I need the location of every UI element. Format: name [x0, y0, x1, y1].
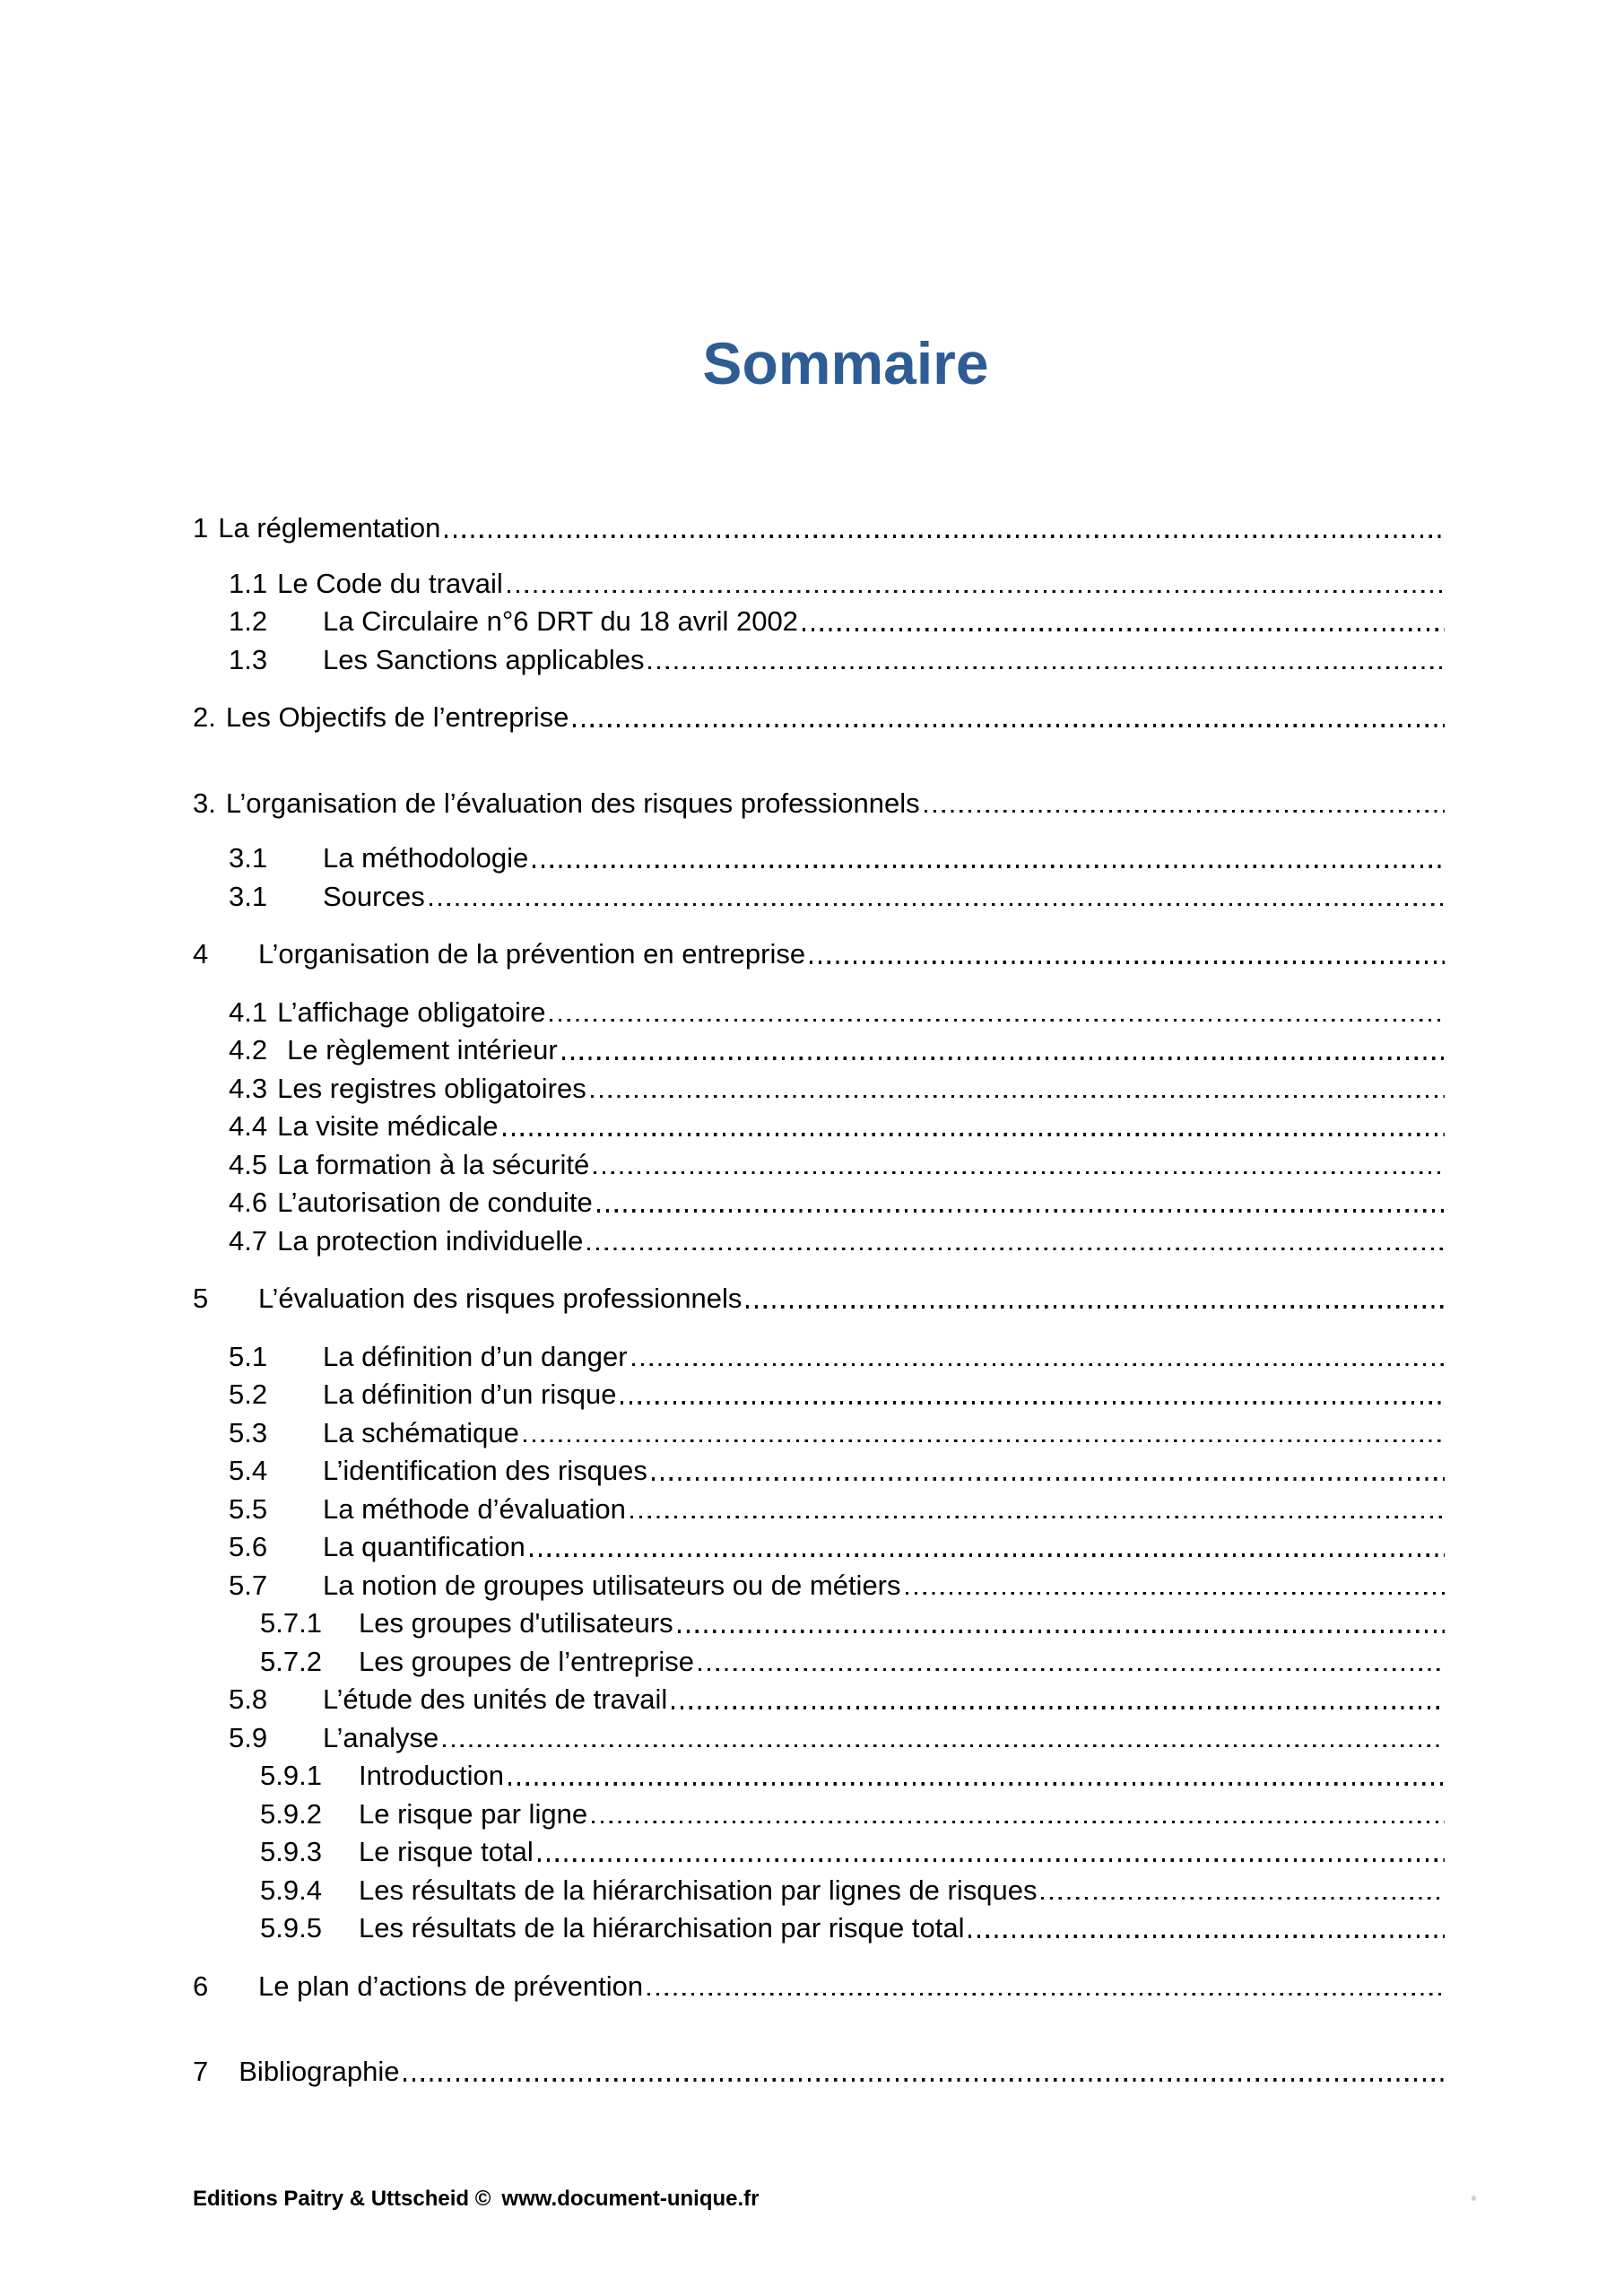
toc-entry-number: 3.1: [229, 842, 268, 874]
dot-leader: [672, 1706, 1445, 1709]
toc-entry-title: La quantification: [323, 1531, 525, 1562]
dot-leader: [906, 1592, 1445, 1595]
dot-leader: [508, 1782, 1445, 1785]
dot-leader: [803, 628, 1445, 631]
dot-leader: [699, 1668, 1445, 1671]
toc-entry-number: 5.7: [229, 1569, 268, 1601]
toc-entry-number: 5.9: [229, 1721, 268, 1753]
dot-leader: [404, 2078, 1445, 2081]
toc-entry-title: La définition d’un danger: [323, 1340, 628, 1372]
dot-leader: [647, 1993, 1445, 1996]
toc-entry-number: 4.1: [229, 996, 268, 1028]
dot-leader: [652, 1477, 1445, 1480]
toc-entry-title: L’autorisation de conduite: [277, 1187, 593, 1218]
toc-entry-number: 1.3: [229, 643, 268, 675]
toc-entry-title: La schématique: [323, 1416, 519, 1448]
scan-artifact-dot: [1472, 2196, 1476, 2201]
page-footer: [193, 2187, 760, 2213]
dot-leader: [678, 1630, 1445, 1632]
toc-entry: [229, 839, 1445, 878]
toc-entry: [260, 1909, 1445, 1948]
toc-entry-number: 1.2: [229, 605, 268, 637]
toc-entry: [229, 641, 1445, 680]
dot-leader: [810, 961, 1445, 963]
toc-entry: [193, 1968, 1445, 2006]
dot-leader: [503, 1133, 1445, 1135]
toc-entry-title: Introduction: [359, 1760, 504, 1791]
dot-leader: [524, 1439, 1445, 1442]
toc-entry-number: 4.5: [229, 1148, 268, 1180]
toc-entry-number: 5.5: [229, 1492, 268, 1525]
toc-entry-title: Les groupes d'utilisateurs: [359, 1607, 673, 1639]
dot-leader: [1041, 1897, 1445, 1900]
toc-entry: [229, 565, 1445, 604]
dot-leader: [430, 903, 1445, 906]
toc-entry: [229, 1452, 1445, 1491]
toc-entry-number: 4.3: [229, 1072, 268, 1104]
dot-leader: [632, 1363, 1445, 1366]
dot-leader: [533, 865, 1445, 867]
toc-entry: [260, 1796, 1445, 1834]
toc-entry-number: 5.9.4: [260, 1874, 322, 1906]
dot-leader: [648, 666, 1445, 669]
toc-entry-title: Les résultats de la hiérarchisation par lignes de risques: [359, 1874, 1038, 1906]
toc-entry-title: Les résultats de la hiérarchisation par risque total: [359, 1912, 965, 1944]
toc-entry-title: Le risque total: [359, 1836, 534, 1867]
toc-entry: [229, 1070, 1445, 1109]
dot-leader: [573, 724, 1445, 726]
toc-entry-number: 5.9.2: [260, 1797, 322, 1830]
toc-entry-title: Bibliographie: [239, 2056, 400, 2087]
toc-entry-title: L’évaluation des risques professionnels: [258, 1283, 743, 1314]
toc-entry: [229, 1108, 1445, 1146]
toc-entry-number: 4.7: [229, 1224, 268, 1257]
toc-entry-number: 5.8: [229, 1683, 268, 1715]
toc-entry: [229, 994, 1445, 1032]
toc-entry: [260, 1605, 1445, 1643]
toc-entry: [229, 878, 1445, 917]
toc-entry-number: 4.4: [229, 1110, 268, 1142]
toc-entry-title: La formation à la sécurité: [277, 1148, 590, 1180]
toc-entry: [193, 785, 1445, 823]
toc-entry-title: La protection individuelle: [277, 1224, 584, 1257]
toc-entry: [193, 509, 1445, 548]
toc-entry-number: 4.6: [229, 1187, 268, 1218]
dot-leader: [538, 1858, 1445, 1861]
dot-leader: [445, 535, 1445, 537]
dot-leader: [443, 1744, 1445, 1747]
page-title: Sommaire: [702, 330, 989, 397]
toc-entry-title: L’étude des unités de travail: [323, 1683, 668, 1715]
toc-entry-number: 5.4: [229, 1455, 268, 1486]
toc-entry: [229, 1031, 1445, 1070]
dot-leader: [508, 590, 1445, 593]
toc-entry: [260, 1872, 1445, 1910]
toc-entry-title: La méthode d’évaluation: [323, 1492, 626, 1525]
toc-entry-number: 1.1: [229, 567, 268, 599]
dot-leader: [587, 1248, 1445, 1250]
toc-entry: [229, 1414, 1445, 1453]
dot-leader: [530, 1553, 1445, 1556]
toc-entry-title: La Circulaire n°6 DRT du 18 avril 2002: [323, 605, 798, 637]
dot-leader: [968, 1935, 1445, 1937]
toc-entry-title: Le Code du travail: [277, 567, 503, 599]
dot-leader: [562, 1057, 1445, 1059]
toc-entry-number: 5.6: [229, 1531, 268, 1562]
footer-publisher: Editions Paitry & Uttscheid ©: [193, 2187, 491, 2211]
toc-entry-title: La réglementation: [218, 512, 441, 544]
toc-entry-title: L’organisation de l’évaluation des risques professionnels: [225, 787, 920, 819]
toc-entry-title: L’identification des risques: [323, 1455, 647, 1486]
toc-entry: [229, 1338, 1445, 1377]
toc-entry: [229, 1222, 1445, 1261]
toc-entry-number: 3.: [193, 787, 216, 819]
toc-entry: [229, 1184, 1445, 1222]
toc-entry-number: 5.9.3: [260, 1836, 322, 1867]
toc-entry-title: La visite médicale: [277, 1110, 499, 1142]
dot-leader: [591, 1095, 1445, 1098]
toc-entry-title: L’affichage obligatoire: [277, 996, 546, 1028]
toc-entry-title: L’analyse: [323, 1721, 439, 1753]
toc-entry-number: 5.2: [229, 1378, 268, 1410]
toc-entry-number: 2.: [193, 701, 216, 733]
toc-entry-number: 5.9.1: [260, 1760, 322, 1791]
toc-entry-title: Les registres obligatoires: [277, 1072, 586, 1104]
toc-entry-number: 5.3: [229, 1416, 268, 1448]
dot-leader: [621, 1401, 1445, 1404]
toc-entry: [260, 1757, 1445, 1796]
toc-entry-title: L’organisation de la prévention en entreprise: [258, 938, 806, 970]
toc-entry-number: 5.9.5: [260, 1912, 322, 1944]
toc-entry: [229, 603, 1445, 641]
toc-entry-title: Les groupes de l’entreprise: [359, 1645, 694, 1677]
toc-entry: [260, 1643, 1445, 1682]
dot-leader: [594, 1171, 1445, 1174]
dot-leader: [925, 810, 1445, 813]
toc-entry: [229, 1719, 1445, 1758]
toc-entry-title: La méthodologie: [323, 842, 529, 874]
toc-entry: [229, 1681, 1445, 1719]
toc-entry: [229, 1146, 1445, 1185]
toc-entry-title: Les Sanctions applicables: [323, 643, 645, 675]
toc-entry-title: Le risque par ligne: [359, 1797, 588, 1830]
toc-entry: [229, 1491, 1445, 1529]
toc-entry-title: Les Objectifs de l’entreprise: [225, 701, 569, 733]
toc-entry: [229, 1528, 1445, 1567]
toc-entry-number: 4.2: [229, 1034, 268, 1065]
toc-entry-number: 5.1: [229, 1340, 268, 1372]
toc-entry: [193, 935, 1445, 974]
toc-entry: [193, 2053, 1445, 2092]
toc-entry-title: La notion de groupes utilisateurs ou de métiers: [323, 1569, 901, 1601]
dot-leader: [597, 1209, 1445, 1212]
toc-entry-number: 4: [193, 938, 209, 970]
toc-entry-number: 1: [193, 512, 209, 544]
dot-leader: [746, 1305, 1445, 1308]
toc-entry: [229, 1376, 1445, 1414]
toc-entry: [260, 1833, 1445, 1872]
dot-leader: [592, 1821, 1445, 1823]
toc-entry-number: 7: [193, 2056, 209, 2087]
dot-leader: [550, 1019, 1445, 1022]
dot-leader: [630, 1516, 1445, 1518]
toc-entry-title: La définition d’un risque: [323, 1378, 617, 1410]
table-of-contents: [193, 509, 1445, 2092]
toc-entry-title: Sources: [323, 880, 425, 912]
toc-entry-number: 3.1: [229, 880, 268, 912]
toc-entry: [193, 1280, 1445, 1318]
toc-entry-title: Le plan d’actions de prévention: [258, 1970, 644, 2002]
toc-entry-title: Le règlement intérieur: [287, 1034, 558, 1065]
toc-entry: [229, 1567, 1445, 1605]
toc-entry-number: 5.7.2: [260, 1645, 322, 1677]
toc-entry-number: 6: [193, 1970, 209, 2002]
footer-url: www.document-unique.fr: [501, 2187, 760, 2211]
toc-entry-number: 5.7.1: [260, 1607, 322, 1639]
toc-entry: [193, 699, 1445, 737]
toc-entry-number: 5: [193, 1283, 209, 1314]
